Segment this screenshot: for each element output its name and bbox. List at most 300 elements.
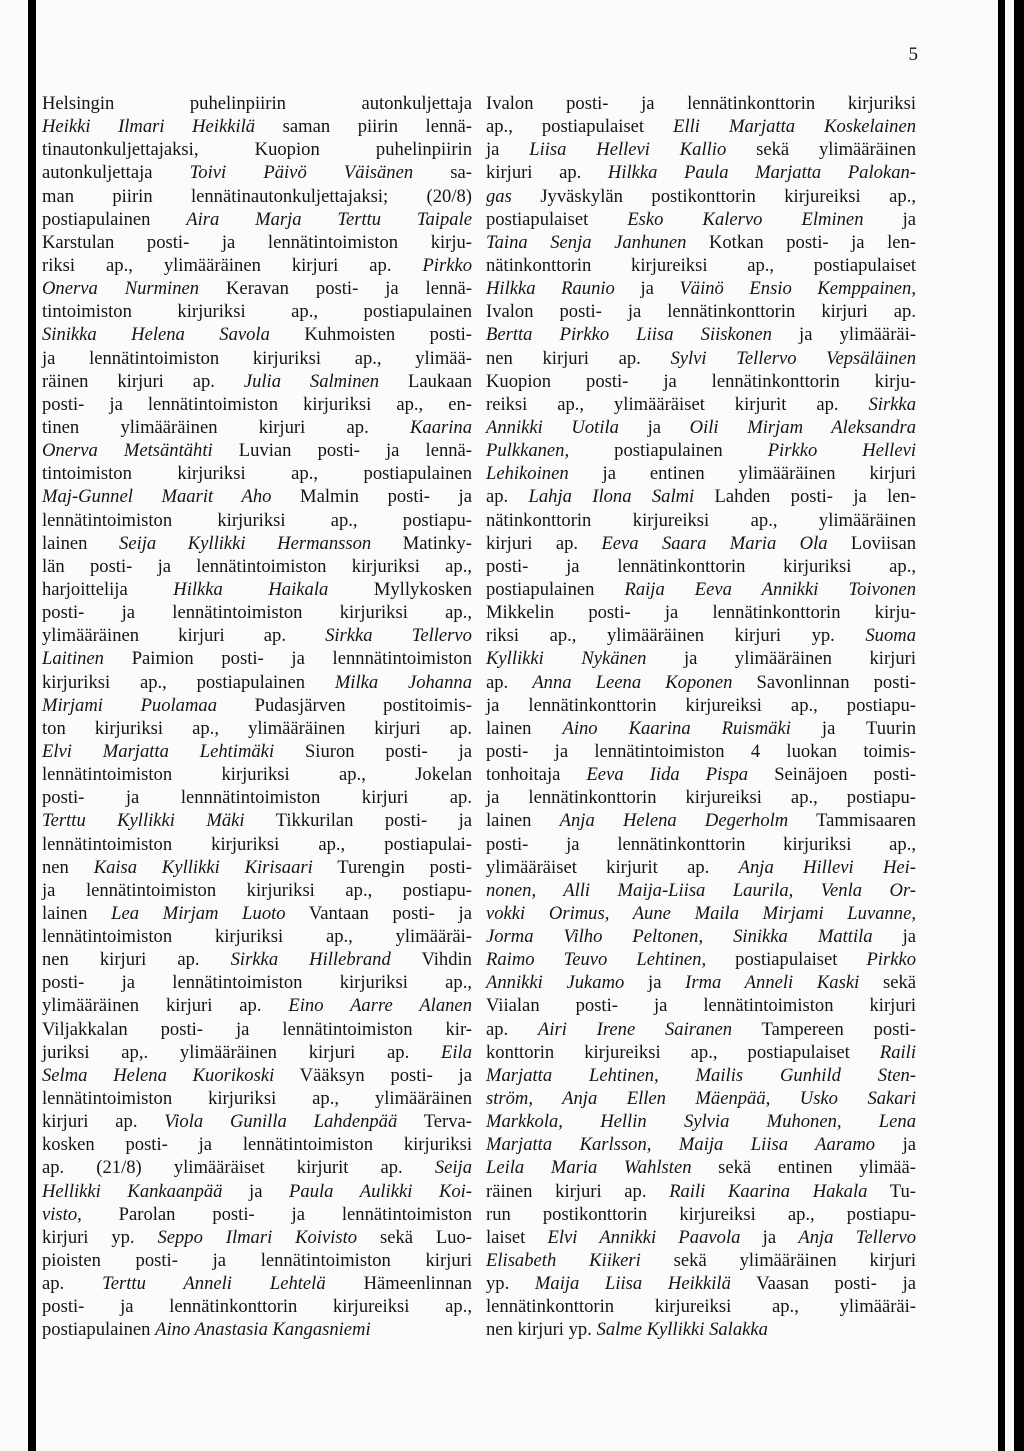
body-text: Siuron posti- ja xyxy=(274,740,472,762)
body-text: Laukaan xyxy=(379,370,473,392)
body-text: ap. xyxy=(42,1273,103,1295)
person-name: visto, xyxy=(42,1203,82,1225)
text-line xyxy=(42,485,472,508)
text-line xyxy=(42,717,472,740)
body-text: Viljakkalan posti- ja lennätintoimiston kir- xyxy=(42,1018,472,1040)
text-line xyxy=(42,624,472,647)
text-line xyxy=(486,1226,916,1249)
body-text: Vääksyn posti- ja xyxy=(274,1064,472,1086)
text-line xyxy=(486,462,916,485)
text-line xyxy=(486,948,916,971)
text-line xyxy=(42,833,472,856)
body-text: saman piirin lennä- xyxy=(255,116,472,138)
person-name: Aino Kaarina Ruismäki xyxy=(562,717,791,739)
person-name: Väinö Ensio Kemppainen, xyxy=(679,278,916,300)
body-text: Lahden posti- ja len- xyxy=(694,486,916,508)
text-line xyxy=(42,856,472,879)
body-text: autonkuljettaja xyxy=(42,162,190,184)
body-text: sekä Luo- xyxy=(357,1226,472,1248)
text-line xyxy=(42,902,472,925)
person-name: Bertta Pirkko Liisa Siiskonen xyxy=(486,324,772,346)
person-name: Maija Liisa Heikkilä xyxy=(534,1273,731,1295)
text-line xyxy=(486,1133,916,1156)
text-line xyxy=(486,717,916,740)
text-line xyxy=(486,416,916,439)
body-text: ylimääräinen kirjuri ap. xyxy=(42,995,289,1017)
text-line xyxy=(42,370,472,393)
body-text: Turengin posti- xyxy=(312,856,472,878)
person-name: Onerva Nurminen xyxy=(42,278,200,300)
body-text: lainen xyxy=(486,810,560,832)
person-name: Sirkka Tellervo xyxy=(325,625,472,647)
body-text: konttorin kirjureiksi ap., postiapulaiset xyxy=(486,1041,880,1063)
person-name: Oili Mirjam Aleksandra xyxy=(689,416,916,438)
person-name: Kyllikki Nykänen xyxy=(486,648,647,670)
text-line xyxy=(486,994,916,1017)
text-line xyxy=(42,1203,472,1226)
person-name: Mirjami Puolamaa xyxy=(42,694,218,716)
text-line xyxy=(42,1018,472,1041)
text-line xyxy=(486,1110,916,1133)
person-name: Raija Eeva Annikki Toivonen xyxy=(624,578,916,600)
text-line xyxy=(486,185,916,208)
body-text: postiapulaiset xyxy=(706,949,867,971)
body-text: ja xyxy=(872,926,917,948)
body-text: Matinky- xyxy=(371,532,472,554)
person-name: Esko Kalervo Elminen xyxy=(627,208,864,230)
person-name: Anja Helena Degerholm xyxy=(559,810,789,832)
text-column-right xyxy=(486,92,916,1342)
text-line xyxy=(42,300,472,323)
text-line xyxy=(42,925,472,948)
text-line xyxy=(486,671,916,694)
text-line xyxy=(486,138,916,161)
body-text: ja xyxy=(222,1180,290,1202)
text-line xyxy=(486,300,916,323)
body-text: kirjuri ap. xyxy=(42,1111,165,1133)
person-name: Eila xyxy=(441,1041,472,1063)
text-line xyxy=(42,1133,472,1156)
text-line xyxy=(42,393,472,416)
person-name: Sirkka Hillebrand xyxy=(230,949,391,971)
body-text: Malmin posti- ja xyxy=(271,486,472,508)
text-line xyxy=(42,1041,472,1064)
body-text: lainen xyxy=(486,717,563,739)
body-text: räinen kirjuri ap. xyxy=(42,370,244,392)
body-text: Helsingin puhelinpiirin autonkuljettaja xyxy=(42,93,472,114)
body-text: posti- ja lennätintoimiston kirjuriksi ap., xyxy=(42,602,472,624)
body-text: ja xyxy=(740,1226,799,1248)
person-name: Hellikki Kankaanpää xyxy=(42,1180,223,1202)
person-name: Jorma Vilho Peltonen, Sinikka Mattila xyxy=(486,926,873,948)
text-line xyxy=(486,555,916,578)
text-line xyxy=(42,1180,472,1203)
text-line xyxy=(486,647,916,670)
text-line xyxy=(486,254,916,277)
text-line xyxy=(486,1087,916,1110)
person-name: Hilkka Haikala xyxy=(173,578,329,600)
body-text: posti- ja lennätintoimiston kirjuriksi ap., en- xyxy=(42,393,472,415)
person-name: Taina Senja Janhunen xyxy=(486,231,687,253)
person-name: Onerva Metsäntähti xyxy=(42,440,213,462)
person-name: Leila Maria Wahlsten xyxy=(486,1157,692,1179)
text-line xyxy=(42,1318,472,1341)
body-text: juriksi ap,. ylimääräinen kirjuri ap. xyxy=(42,1041,441,1063)
person-name: Marjatta Karlsson, Maija Liisa Aaramo xyxy=(486,1134,876,1156)
body-text: ja xyxy=(486,139,530,161)
body-text: posti- ja lennnätintoimiston kirjuri ap. xyxy=(42,787,472,809)
body-text: Kuhmoisten posti- xyxy=(269,324,472,346)
body-text: Jyväskylän postikonttorin kirjureiksi ap., xyxy=(511,185,916,207)
text-line xyxy=(486,1203,916,1226)
body-text: kirjuri yp. xyxy=(42,1226,158,1248)
text-line xyxy=(486,694,916,717)
body-text: pioisten posti- ja lennätintoimiston kirjuri xyxy=(42,1250,472,1272)
text-line xyxy=(42,185,472,208)
person-name: Suoma xyxy=(865,625,916,647)
body-text: lennätintoimiston kirjuriksi ap., ylimääräi- xyxy=(42,926,472,948)
text-line xyxy=(486,161,916,184)
person-name: Maj-Gunnel Maarit Aho xyxy=(42,486,272,508)
text-line xyxy=(42,532,472,555)
body-text: tonhoitaja xyxy=(486,764,587,786)
text-line xyxy=(486,485,916,508)
text-line xyxy=(486,925,916,948)
scan-border-right xyxy=(998,0,1005,1451)
body-text: Ivalon posti- ja lennätinkonttorin kirjuriksi xyxy=(486,93,916,114)
text-line xyxy=(42,971,472,994)
body-text: Hämeenlinnan xyxy=(325,1273,472,1295)
body-text: Vihdin xyxy=(390,949,472,971)
person-name: Milka Johanna xyxy=(334,671,472,693)
person-name: Pirkko xyxy=(422,254,472,276)
body-text: posti- ja lennätintoimiston 4 luokan toimis- xyxy=(486,740,916,762)
text-line xyxy=(486,347,916,370)
person-name: Raili Kaarina Hakala xyxy=(669,1180,868,1202)
text-line xyxy=(486,856,916,879)
text-line xyxy=(42,416,472,439)
text-line xyxy=(42,1249,472,1272)
text-line xyxy=(42,809,472,832)
text-line xyxy=(486,1249,916,1272)
body-text: postiapulainen xyxy=(486,578,625,600)
person-name: Hilkka Raunio xyxy=(486,278,615,300)
text-line xyxy=(42,231,472,254)
body-text: sekä ylimääräinen xyxy=(726,139,917,161)
person-name: Eeva Saara Maria Ola xyxy=(601,532,828,554)
text-line xyxy=(486,323,916,346)
body-text: posti- ja lennätinkonttorin kirjuriksi ap., xyxy=(486,833,916,855)
body-text: tintoimiston kirjuriksi ap., postiapulainen xyxy=(42,463,472,485)
text-line xyxy=(42,439,472,462)
text-line xyxy=(486,624,916,647)
text-line xyxy=(486,902,916,925)
body-text: ap. (21/8) ylimääräiset kirjurit ap. xyxy=(42,1157,435,1179)
body-text: sa- xyxy=(413,162,472,184)
body-text: laiset xyxy=(486,1226,548,1248)
body-text: ylimääräiset kirjurit ap. xyxy=(486,856,739,878)
text-line xyxy=(486,1041,916,1064)
body-text: nen xyxy=(42,856,94,878)
person-name: Eeva Iida Pispa xyxy=(586,764,749,786)
body-text: lennätinkonttorin kirjureiksi ap., ylimääräi- xyxy=(486,1296,916,1318)
text-line xyxy=(486,833,916,856)
text-line xyxy=(42,462,472,485)
person-name: Julia Salminen xyxy=(243,370,380,392)
body-text: Tammisaaren xyxy=(788,810,916,832)
person-name: Pirkko Hellevi xyxy=(767,440,916,462)
text-line xyxy=(42,601,472,624)
person-name: Terttu Anneli Lehtelä xyxy=(102,1273,326,1295)
text-line xyxy=(486,370,916,393)
body-text: sekä ylimääräinen kirjuri xyxy=(640,1250,916,1272)
scan-border-left xyxy=(28,0,36,1451)
body-text: ja lennätintoimiston kirjuriksi ap., ylimää- xyxy=(42,347,472,369)
body-text: lainen xyxy=(42,532,120,554)
person-name: Anja Tellervo xyxy=(798,1226,916,1248)
body-text: nen kirjuri ap. xyxy=(42,949,231,971)
body-text: nätinkonttorin kirjureiksi ap., postiapulaiset xyxy=(486,254,916,276)
person-name: Seija Kyllikki Hermansson xyxy=(119,532,372,554)
text-line xyxy=(42,763,472,786)
body-text: nen kirjuri yp. xyxy=(486,1319,597,1341)
body-text: Terva- xyxy=(397,1111,472,1133)
body-text: ap. xyxy=(486,486,529,508)
body-text: ap. xyxy=(486,671,533,693)
body-text: Tampereen posti- xyxy=(732,1018,916,1040)
person-name: Airi Irene Sairanen xyxy=(537,1018,733,1040)
body-text: ja xyxy=(614,278,680,300)
person-name: Annikki Jukamo xyxy=(486,972,625,994)
body-text: posti- ja lennätinkonttorin kirjureiksi ap., xyxy=(42,1296,472,1318)
body-text: posti- ja lennätinkonttorin kirjuriksi ap., xyxy=(486,555,916,577)
body-text: kirjuri ap. xyxy=(486,532,602,554)
text-line xyxy=(42,879,472,902)
body-text: Loviisan xyxy=(827,532,916,554)
text-line xyxy=(42,208,472,231)
body-text: lennätintoimiston kirjuriksi ap., Jokelan xyxy=(42,764,472,786)
body-text: ja xyxy=(618,416,690,438)
body-text: postiapulainen xyxy=(569,440,768,462)
scan-border-edge xyxy=(1014,0,1024,1451)
body-text: ja xyxy=(624,972,686,994)
body-text: kirjuriksi ap., postiapulainen xyxy=(42,671,335,693)
body-text: Ivalon posti- ja lennätinkonttorin kirjuri ap. xyxy=(486,301,916,323)
body-text: Tu- xyxy=(867,1180,916,1202)
person-name: Kaarina xyxy=(410,416,472,438)
text-line xyxy=(486,1272,916,1295)
person-name: gas xyxy=(486,185,512,207)
body-text: run postikonttorin kirjureiksi ap., postiapu- xyxy=(486,1203,916,1225)
text-line xyxy=(486,1180,916,1203)
body-text: posti- ja lennätintoimiston kirjuriksi ap., xyxy=(42,972,472,994)
text-line xyxy=(42,161,472,184)
text-line xyxy=(486,509,916,532)
body-text: Savonlinnan posti- xyxy=(732,671,916,693)
text-line xyxy=(486,1318,916,1341)
text-line xyxy=(42,1087,472,1110)
body-text: Mikkelin posti- ja lennätinkonttorin kirju- xyxy=(486,602,916,624)
body-text: harjoittelija xyxy=(42,578,174,600)
text-line xyxy=(486,1156,916,1179)
body-text: ap., postiapulaiset xyxy=(486,116,674,138)
body-text: tinautonkuljettajaksi, Kuopion puhelinpiirin xyxy=(42,139,472,161)
text-line xyxy=(486,578,916,601)
body-text: ap. xyxy=(486,1018,538,1040)
person-name: nonen, Alli Maija-Liisa Laurila, Venla Or- xyxy=(486,879,916,901)
body-text: ja xyxy=(863,208,916,230)
person-name: Selma Helena Kuorikoski xyxy=(42,1064,275,1086)
body-text: ja lennätinkonttorin kirjureiksi ap., postiapu- xyxy=(486,694,916,716)
text-line xyxy=(486,1018,916,1041)
person-name: Eino Aarre Alanen xyxy=(288,995,472,1017)
body-text: ja xyxy=(875,1134,917,1156)
page-number: 5 xyxy=(908,44,918,65)
person-name: Laitinen xyxy=(42,648,104,670)
text-line xyxy=(42,92,472,115)
person-name: ström, Anja Ellen Mäenpää, Usko Sakari xyxy=(486,1088,916,1110)
body-text: lennätintoimiston kirjuriksi ap., postiapulai- xyxy=(42,833,472,855)
body-text: postiapulainen xyxy=(42,208,187,230)
body-text: reiksi ap., ylimääräiset kirjurit ap. xyxy=(486,393,869,415)
text-line xyxy=(42,277,472,300)
body-text: Parolan posti- ja lennätintoimiston xyxy=(81,1203,472,1225)
body-text: ylimääräinen kirjuri ap. xyxy=(42,625,326,647)
text-column-left xyxy=(42,92,472,1342)
person-name: Elvi Annikki Paavola xyxy=(547,1226,741,1248)
text-line xyxy=(42,578,472,601)
person-name: Anna Leena Koponen xyxy=(532,671,733,693)
body-text: postiapulainen xyxy=(42,1319,156,1341)
text-line xyxy=(42,323,472,346)
body-text: tinen ylimääräinen kirjuri ap. xyxy=(42,416,410,438)
person-name: Pirkko xyxy=(866,949,916,971)
body-text: ja lennätintoimiston kirjuriksi ap., postiapu- xyxy=(42,879,472,901)
text-line xyxy=(486,532,916,555)
text-line xyxy=(42,1272,472,1295)
body-text: Keravan posti- ja lennä- xyxy=(199,278,472,300)
person-name: Raili xyxy=(879,1041,916,1063)
text-line xyxy=(486,1064,916,1087)
body-text: kirjuri ap. xyxy=(486,162,608,184)
text-line xyxy=(486,393,916,416)
person-name: Marjatta Lehtinen, Mailis Gunhild Sten- xyxy=(486,1064,916,1086)
body-text: lennätintoimiston kirjuriksi ap., ylimääräinen xyxy=(42,1088,472,1110)
body-text: Vantaan posti- ja xyxy=(285,902,472,924)
person-name: Seppo Ilmari Koivisto xyxy=(157,1226,358,1248)
text-line xyxy=(486,439,916,462)
person-name: vokki Orimus, Aune Maila Mirjami Luvanne, xyxy=(486,902,916,924)
person-name: Anja Hillevi Hei- xyxy=(738,856,916,878)
body-text: Kuopion posti- ja lennätinkonttorin kirju- xyxy=(486,370,916,392)
body-text: tintoimiston kirjuriksi ap., postiapulainen xyxy=(42,301,472,323)
body-text: räinen kirjuri ap. xyxy=(486,1180,670,1202)
person-name: Kaisa Kyllikki Kirisaari xyxy=(93,856,313,878)
person-name: Lea Mirjam Luoto xyxy=(111,902,286,924)
body-text: Pudasjärven postitoimis- xyxy=(217,694,472,716)
body-text: ja Tuurin xyxy=(790,717,916,739)
text-line xyxy=(42,555,472,578)
person-name: Hilkka Paula Marjatta Palokan- xyxy=(607,162,916,184)
text-line xyxy=(42,254,472,277)
body-text: Myllykosken xyxy=(328,578,472,600)
body-text: yp. xyxy=(486,1273,535,1295)
text-line xyxy=(42,1295,472,1318)
text-line xyxy=(486,809,916,832)
person-name: Lahja Ilona Salmi xyxy=(528,486,695,508)
body-text: län posti- ja lennätintoimiston kirjuriksi ap., xyxy=(42,555,472,577)
person-name: Seija xyxy=(434,1157,472,1179)
text-line xyxy=(42,347,472,370)
body-text: ja lennätinkonttorin kirjureiksi ap., postiapu- xyxy=(486,787,916,809)
person-name: Paula Aulikki Koi- xyxy=(289,1180,472,1202)
text-line xyxy=(42,948,472,971)
text-line xyxy=(42,694,472,717)
text-line xyxy=(486,786,916,809)
person-name: Lehikoinen xyxy=(486,463,569,485)
body-text: Karstulan posti- ja lennätintoimiston kirju- xyxy=(42,231,472,253)
person-name: Sirkka xyxy=(868,393,916,415)
text-line xyxy=(486,879,916,902)
text-line xyxy=(486,115,916,138)
text-line xyxy=(42,1156,472,1179)
body-text: ja entinen ylimääräinen kirjuri xyxy=(568,463,916,485)
body-text: Kotkan posti- ja len- xyxy=(686,231,916,253)
person-name: Salme Kyllikki Salakka xyxy=(596,1319,768,1341)
text-line xyxy=(42,1064,472,1087)
person-name: Elvi Marjatta Lehtimäki xyxy=(42,740,275,762)
body-text: Vaasan posti- ja xyxy=(730,1273,916,1295)
text-line xyxy=(486,208,916,231)
body-text: nen kirjuri ap. xyxy=(486,347,671,369)
body-text: ja ylimääräi- xyxy=(771,324,916,346)
text-line xyxy=(486,740,916,763)
person-name: Sylvi Tellervo Vepsäläinen xyxy=(670,347,917,369)
person-name: Aino Anastasia Kangasniemi xyxy=(155,1319,371,1341)
person-name: Heikki Ilmari Heikkilä xyxy=(42,116,256,138)
person-name: Irma Anneli Kaski xyxy=(685,972,860,994)
person-name: Elisabeth Kiikeri xyxy=(486,1250,641,1272)
text-line xyxy=(486,277,916,300)
text-line xyxy=(486,763,916,786)
body-text: Viialan posti- ja lennätintoimiston kirjuri xyxy=(486,995,916,1017)
text-line xyxy=(42,1226,472,1249)
body-text: man piirin lennätinautonkuljettajaksi; (20/8) xyxy=(42,185,472,207)
body-text: Paimion posti- ja lennnätintoimiston xyxy=(103,648,472,670)
text-line xyxy=(486,601,916,624)
person-name: Aira Marja Terttu Taipale xyxy=(186,208,472,230)
body-text: ton kirjuriksi ap., ylimääräinen kirjuri ap. xyxy=(42,717,472,739)
text-line xyxy=(42,994,472,1017)
body-text: kosken posti- ja lennätintoimiston kirjuriksi xyxy=(42,1134,472,1156)
text-line xyxy=(42,509,472,532)
text-line xyxy=(42,740,472,763)
body-text: sekä xyxy=(859,972,917,994)
body-text: Seinäjoen posti- xyxy=(748,764,916,786)
text-line xyxy=(42,647,472,670)
person-name: Markkola, Hellin Sylvia Muhonen, Lena xyxy=(486,1111,916,1133)
body-text: Luvian posti- ja lennä- xyxy=(212,440,472,462)
person-name: Liisa Hellevi Kallio xyxy=(529,139,727,161)
body-text: lennätintoimiston kirjuriksi ap., postiapu- xyxy=(42,509,472,531)
text-line xyxy=(42,1110,472,1133)
text-line xyxy=(486,92,916,115)
text-line xyxy=(42,786,472,809)
person-name: Terttu Kyllikki Mäki xyxy=(42,810,245,832)
body-text: postiapulaiset xyxy=(486,208,628,230)
person-name: Toivi Päivö Väisänen xyxy=(189,162,414,184)
text-line xyxy=(486,1295,916,1318)
